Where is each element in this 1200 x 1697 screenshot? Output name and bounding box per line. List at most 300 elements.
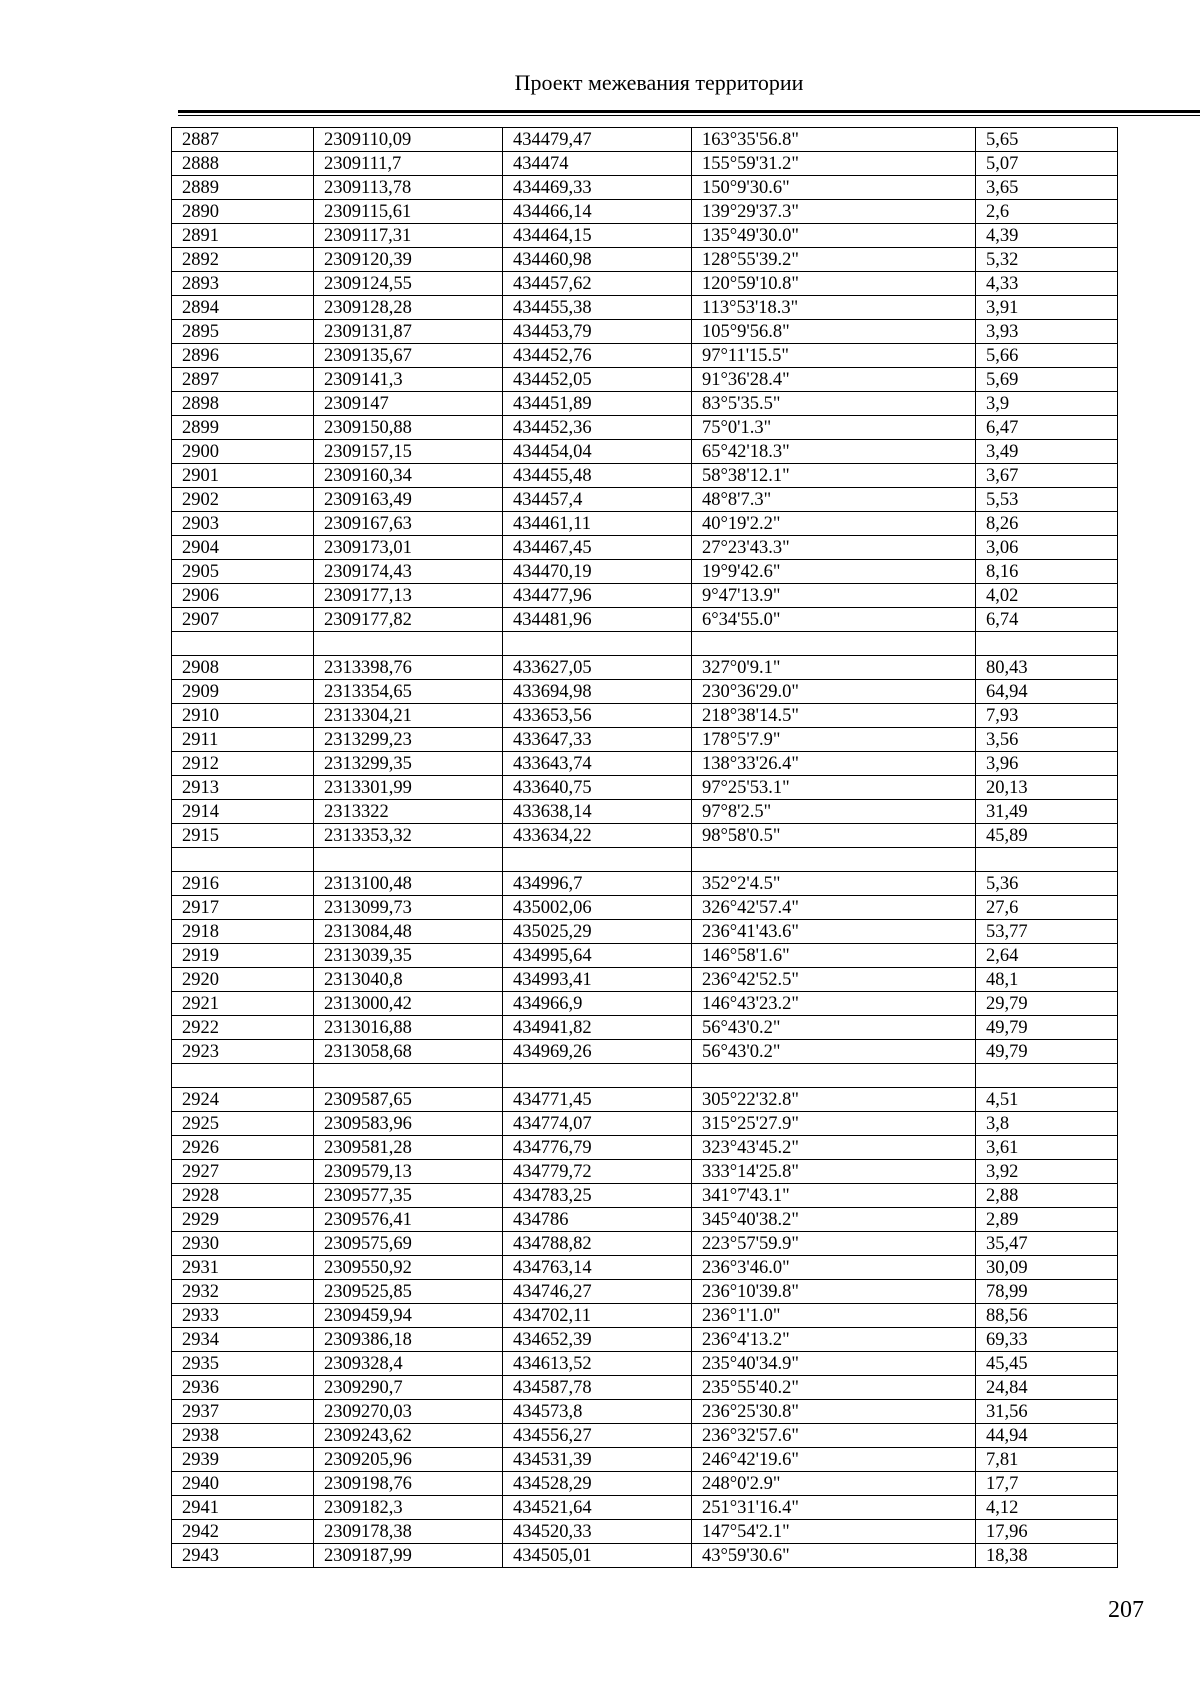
table-row [172, 1040, 1118, 1064]
x-coordinate-cell: 2309187,99 [314, 1544, 503, 1568]
y-coordinate-cell: 434452,05 [503, 368, 692, 392]
distance-cell: 45,45 [976, 1352, 1118, 1376]
table-row [172, 752, 1118, 776]
direction-angle-cell: 113°53'18.3" [692, 296, 976, 320]
y-coordinate-cell: 434774,07 [503, 1112, 692, 1136]
distance-cell: 24,84 [976, 1376, 1118, 1400]
y-coordinate-cell [503, 1064, 692, 1088]
direction-angle-cell: 246°42'19.6" [692, 1448, 976, 1472]
point-number-cell: 2927 [172, 1160, 314, 1184]
point-number-cell [172, 848, 314, 872]
point-number-cell: 2888 [172, 152, 314, 176]
x-coordinate-cell: 2313016,88 [314, 1016, 503, 1040]
y-coordinate-cell: 434573,8 [503, 1400, 692, 1424]
y-coordinate-cell: 434455,38 [503, 296, 692, 320]
distance-cell: 3,96 [976, 752, 1118, 776]
direction-angle-cell [692, 848, 976, 872]
y-coordinate-cell: 434505,01 [503, 1544, 692, 1568]
direction-angle-cell [692, 632, 976, 656]
direction-angle-cell: 305°22'32.8" [692, 1088, 976, 1112]
point-number-cell: 2914 [172, 800, 314, 824]
table-row [172, 536, 1118, 560]
point-number-cell: 2896 [172, 344, 314, 368]
distance-cell: 31,56 [976, 1400, 1118, 1424]
distance-cell: 78,99 [976, 1280, 1118, 1304]
y-coordinate-cell [503, 848, 692, 872]
direction-angle-cell: 65°42'18.3" [692, 440, 976, 464]
distance-cell: 5,69 [976, 368, 1118, 392]
point-number-cell: 2924 [172, 1088, 314, 1112]
distance-cell: 5,07 [976, 152, 1118, 176]
distance-cell: 20,13 [976, 776, 1118, 800]
y-coordinate-cell: 434788,82 [503, 1232, 692, 1256]
distance-cell: 5,53 [976, 488, 1118, 512]
distance-cell: 3,8 [976, 1112, 1118, 1136]
distance-cell: 3,67 [976, 464, 1118, 488]
direction-angle-cell: 97°25'53.1" [692, 776, 976, 800]
direction-angle-cell: 58°38'12.1" [692, 464, 976, 488]
table-row [172, 1016, 1118, 1040]
y-coordinate-cell: 434479,47 [503, 128, 692, 152]
table-row [172, 824, 1118, 848]
x-coordinate-cell: 2309178,38 [314, 1520, 503, 1544]
distance-cell: 3,06 [976, 536, 1118, 560]
y-coordinate-cell: 434993,41 [503, 968, 692, 992]
x-coordinate-cell: 2309173,01 [314, 536, 503, 560]
y-coordinate-cell: 434702,11 [503, 1304, 692, 1328]
point-number-cell: 2901 [172, 464, 314, 488]
table-row [172, 656, 1118, 680]
distance-cell: 2,88 [976, 1184, 1118, 1208]
direction-angle-cell: 236°42'52.5" [692, 968, 976, 992]
distance-cell: 3,65 [976, 176, 1118, 200]
y-coordinate-cell: 434556,27 [503, 1424, 692, 1448]
y-coordinate-cell: 434587,78 [503, 1376, 692, 1400]
table-row [172, 368, 1118, 392]
table-row [172, 1352, 1118, 1376]
y-coordinate-cell: 434520,33 [503, 1520, 692, 1544]
y-coordinate-cell: 434531,39 [503, 1448, 692, 1472]
point-number-cell: 2894 [172, 296, 314, 320]
x-coordinate-cell: 2309124,55 [314, 272, 503, 296]
table-row [172, 992, 1118, 1016]
point-number-cell: 2936 [172, 1376, 314, 1400]
direction-angle-cell: 6°34'55.0" [692, 608, 976, 632]
table-row [172, 800, 1118, 824]
x-coordinate-cell [314, 632, 503, 656]
table-row [172, 176, 1118, 200]
table-row [172, 488, 1118, 512]
point-number-cell: 2933 [172, 1304, 314, 1328]
point-number-cell: 2890 [172, 200, 314, 224]
table-row [172, 848, 1118, 872]
x-coordinate-cell: 2309177,13 [314, 584, 503, 608]
point-number-cell: 2891 [172, 224, 314, 248]
y-coordinate-cell: 433627,05 [503, 656, 692, 680]
distance-cell [976, 1064, 1118, 1088]
table-row [172, 224, 1118, 248]
x-coordinate-cell: 2309167,63 [314, 512, 503, 536]
distance-cell: 44,94 [976, 1424, 1118, 1448]
y-coordinate-cell: 434528,29 [503, 1472, 692, 1496]
point-number-cell: 2909 [172, 680, 314, 704]
point-number-cell: 2893 [172, 272, 314, 296]
distance-cell: 3,91 [976, 296, 1118, 320]
direction-angle-cell: 230°36'29.0" [692, 680, 976, 704]
x-coordinate-cell: 2313058,68 [314, 1040, 503, 1064]
direction-angle-cell: 223°57'59.9" [692, 1232, 976, 1256]
distance-cell: 4,39 [976, 224, 1118, 248]
distance-cell: 3,92 [976, 1160, 1118, 1184]
table-row [172, 896, 1118, 920]
x-coordinate-cell: 2309117,31 [314, 224, 503, 248]
distance-cell: 5,65 [976, 128, 1118, 152]
table-row [172, 320, 1118, 344]
y-coordinate-cell: 434451,89 [503, 392, 692, 416]
distance-cell [976, 848, 1118, 872]
y-coordinate-cell: 434746,27 [503, 1280, 692, 1304]
table-row [172, 392, 1118, 416]
distance-cell: 7,81 [976, 1448, 1118, 1472]
y-coordinate-cell [503, 632, 692, 656]
direction-angle-cell: 19°9'42.6" [692, 560, 976, 584]
table-row [172, 1520, 1118, 1544]
table-row [172, 560, 1118, 584]
y-coordinate-cell: 433640,75 [503, 776, 692, 800]
distance-cell: 4,51 [976, 1088, 1118, 1112]
direction-angle-cell: 97°8'2.5" [692, 800, 976, 824]
page-header-title: Проект межевания территории [514, 70, 804, 95]
table-row [172, 1280, 1118, 1304]
table-row [172, 1448, 1118, 1472]
x-coordinate-cell: 2309198,76 [314, 1472, 503, 1496]
distance-cell: 30,09 [976, 1256, 1118, 1280]
y-coordinate-cell: 433694,98 [503, 680, 692, 704]
point-number-cell: 2921 [172, 992, 314, 1016]
table-row [172, 1304, 1118, 1328]
y-coordinate-cell: 435002,06 [503, 896, 692, 920]
direction-angle-cell: 97°11'15.5" [692, 344, 976, 368]
x-coordinate-cell: 2309177,82 [314, 608, 503, 632]
direction-angle-cell: 341°7'43.1" [692, 1184, 976, 1208]
distance-cell: 2,64 [976, 944, 1118, 968]
point-number-cell: 2931 [172, 1256, 314, 1280]
distance-cell: 4,02 [976, 584, 1118, 608]
table-row [172, 728, 1118, 752]
distance-cell: 6,74 [976, 608, 1118, 632]
x-coordinate-cell: 2309113,78 [314, 176, 503, 200]
x-coordinate-cell: 2313084,48 [314, 920, 503, 944]
x-coordinate-cell: 2313099,73 [314, 896, 503, 920]
y-coordinate-cell: 433634,22 [503, 824, 692, 848]
direction-angle-cell: 27°23'43.3" [692, 536, 976, 560]
direction-angle-cell: 128°55'39.2" [692, 248, 976, 272]
distance-cell: 53,77 [976, 920, 1118, 944]
x-coordinate-cell: 2313304,21 [314, 704, 503, 728]
distance-cell: 5,36 [976, 872, 1118, 896]
x-coordinate-cell: 2309243,62 [314, 1424, 503, 1448]
direction-angle-cell: 236°25'30.8" [692, 1400, 976, 1424]
x-coordinate-cell: 2309579,13 [314, 1160, 503, 1184]
direction-angle-cell: 48°8'7.3" [692, 488, 976, 512]
x-coordinate-cell [314, 848, 503, 872]
x-coordinate-cell: 2309135,67 [314, 344, 503, 368]
x-coordinate-cell: 2309110,09 [314, 128, 503, 152]
distance-cell: 4,33 [976, 272, 1118, 296]
point-number-cell: 2903 [172, 512, 314, 536]
x-coordinate-cell: 2313354,65 [314, 680, 503, 704]
coordinates-table [171, 127, 1118, 1568]
header-rule-thin [178, 115, 1200, 116]
point-number-cell: 2913 [172, 776, 314, 800]
distance-cell: 18,38 [976, 1544, 1118, 1568]
point-number-cell: 2930 [172, 1232, 314, 1256]
point-number-cell: 2932 [172, 1280, 314, 1304]
y-coordinate-cell: 434481,96 [503, 608, 692, 632]
point-number-cell: 2929 [172, 1208, 314, 1232]
x-coordinate-cell: 2309290,7 [314, 1376, 503, 1400]
table-row [172, 272, 1118, 296]
y-coordinate-cell: 434996,7 [503, 872, 692, 896]
direction-angle-cell: 40°19'2.2" [692, 512, 976, 536]
point-number-cell: 2915 [172, 824, 314, 848]
distance-cell: 2,6 [976, 200, 1118, 224]
direction-angle-cell: 56°43'0.2" [692, 1040, 976, 1064]
direction-angle-cell: 163°35'56.8" [692, 128, 976, 152]
distance-cell: 7,93 [976, 704, 1118, 728]
y-coordinate-cell: 434941,82 [503, 1016, 692, 1040]
y-coordinate-cell: 434652,39 [503, 1328, 692, 1352]
table-row [172, 632, 1118, 656]
point-number-cell: 2902 [172, 488, 314, 512]
table-row [172, 416, 1118, 440]
table-row [172, 512, 1118, 536]
direction-angle-cell: 120°59'10.8" [692, 272, 976, 296]
x-coordinate-cell: 2309386,18 [314, 1328, 503, 1352]
y-coordinate-cell: 434779,72 [503, 1160, 692, 1184]
distance-cell [976, 632, 1118, 656]
header-rule-thick [178, 110, 1200, 113]
point-number-cell: 2899 [172, 416, 314, 440]
y-coordinate-cell: 434460,98 [503, 248, 692, 272]
direction-angle-cell: 43°59'30.6" [692, 1544, 976, 1568]
table-row [172, 776, 1118, 800]
x-coordinate-cell: 2309131,87 [314, 320, 503, 344]
y-coordinate-cell: 433653,56 [503, 704, 692, 728]
x-coordinate-cell: 2313322 [314, 800, 503, 824]
distance-cell: 2,89 [976, 1208, 1118, 1232]
x-coordinate-cell: 2309577,35 [314, 1184, 503, 1208]
point-number-cell: 2938 [172, 1424, 314, 1448]
direction-angle-cell: 147°54'2.1" [692, 1520, 976, 1544]
direction-angle-cell: 139°29'37.3" [692, 200, 976, 224]
point-number-cell: 2904 [172, 536, 314, 560]
x-coordinate-cell: 2313040,8 [314, 968, 503, 992]
y-coordinate-cell: 434763,14 [503, 1256, 692, 1280]
point-number-cell: 2900 [172, 440, 314, 464]
y-coordinate-cell: 434613,52 [503, 1352, 692, 1376]
direction-angle-cell: 56°43'0.2" [692, 1016, 976, 1040]
table-row [172, 1376, 1118, 1400]
direction-angle-cell: 138°33'26.4" [692, 752, 976, 776]
direction-angle-cell: 236°1'1.0" [692, 1304, 976, 1328]
point-number-cell: 2906 [172, 584, 314, 608]
table-row [172, 1544, 1118, 1568]
y-coordinate-cell: 434466,14 [503, 200, 692, 224]
x-coordinate-cell: 2309115,61 [314, 200, 503, 224]
table-row [172, 464, 1118, 488]
distance-cell: 5,66 [976, 344, 1118, 368]
direction-angle-cell: 105°9'56.8" [692, 320, 976, 344]
distance-cell: 4,12 [976, 1496, 1118, 1520]
table-row [172, 1088, 1118, 1112]
table-row [172, 1184, 1118, 1208]
x-coordinate-cell: 2309583,96 [314, 1112, 503, 1136]
x-coordinate-cell: 2309576,41 [314, 1208, 503, 1232]
x-coordinate-cell: 2309270,03 [314, 1400, 503, 1424]
table-row [172, 1472, 1118, 1496]
distance-cell: 3,56 [976, 728, 1118, 752]
point-number-cell: 2941 [172, 1496, 314, 1520]
direction-angle-cell: 146°58'1.6" [692, 944, 976, 968]
direction-angle-cell: 150°9'30.6" [692, 176, 976, 200]
point-number-cell: 2916 [172, 872, 314, 896]
direction-angle-cell: 178°5'7.9" [692, 728, 976, 752]
table-row [172, 344, 1118, 368]
x-coordinate-cell: 2313299,23 [314, 728, 503, 752]
point-number-cell: 2907 [172, 608, 314, 632]
point-number-cell: 2937 [172, 1400, 314, 1424]
x-coordinate-cell: 2309147 [314, 392, 503, 416]
y-coordinate-cell: 434461,11 [503, 512, 692, 536]
direction-angle-cell: 155°59'31.2" [692, 152, 976, 176]
x-coordinate-cell: 2309150,88 [314, 416, 503, 440]
table-row [172, 296, 1118, 320]
distance-cell: 31,49 [976, 800, 1118, 824]
distance-cell: 17,7 [976, 1472, 1118, 1496]
point-number-cell: 2889 [172, 176, 314, 200]
table-row [172, 1232, 1118, 1256]
distance-cell: 49,79 [976, 1040, 1118, 1064]
table-row [172, 1160, 1118, 1184]
y-coordinate-cell: 434966,9 [503, 992, 692, 1016]
x-coordinate-cell: 2309163,49 [314, 488, 503, 512]
y-coordinate-cell: 434457,4 [503, 488, 692, 512]
x-coordinate-cell: 2309141,3 [314, 368, 503, 392]
table-row [172, 680, 1118, 704]
y-coordinate-cell: 434786 [503, 1208, 692, 1232]
direction-angle-cell: 236°32'57.6" [692, 1424, 976, 1448]
direction-angle-cell: 333°14'25.8" [692, 1160, 976, 1184]
page-number: 207 [1108, 1597, 1144, 1623]
table-row [172, 1424, 1118, 1448]
y-coordinate-cell: 434470,19 [503, 560, 692, 584]
y-coordinate-cell: 434776,79 [503, 1136, 692, 1160]
point-number-cell: 2892 [172, 248, 314, 272]
point-number-cell: 2910 [172, 704, 314, 728]
x-coordinate-cell: 2313039,35 [314, 944, 503, 968]
x-coordinate-cell: 2313398,76 [314, 656, 503, 680]
direction-angle-cell: 218°38'14.5" [692, 704, 976, 728]
distance-cell: 45,89 [976, 824, 1118, 848]
point-number-cell: 2897 [172, 368, 314, 392]
y-coordinate-cell: 434771,45 [503, 1088, 692, 1112]
y-coordinate-cell: 434474 [503, 152, 692, 176]
table-row [172, 1136, 1118, 1160]
direction-angle-cell: 327°0'9.1" [692, 656, 976, 680]
point-number-cell: 2919 [172, 944, 314, 968]
table-row [172, 1064, 1118, 1088]
point-number-cell: 2939 [172, 1448, 314, 1472]
y-coordinate-cell: 433647,33 [503, 728, 692, 752]
x-coordinate-cell: 2309205,96 [314, 1448, 503, 1472]
point-number-cell [172, 632, 314, 656]
distance-cell: 8,26 [976, 512, 1118, 536]
table-row [172, 1400, 1118, 1424]
y-coordinate-cell: 434452,36 [503, 416, 692, 440]
direction-angle-cell: 236°3'46.0" [692, 1256, 976, 1280]
coordinates-table-body [172, 128, 1118, 1568]
x-coordinate-cell: 2309157,15 [314, 440, 503, 464]
table-row [172, 704, 1118, 728]
direction-angle-cell: 9°47'13.9" [692, 584, 976, 608]
point-number-cell: 2925 [172, 1112, 314, 1136]
x-coordinate-cell: 2309120,39 [314, 248, 503, 272]
direction-angle-cell: 91°36'28.4" [692, 368, 976, 392]
y-coordinate-cell: 433643,74 [503, 752, 692, 776]
distance-cell: 29,79 [976, 992, 1118, 1016]
direction-angle-cell [692, 1064, 976, 1088]
direction-angle-cell: 75°0'1.3" [692, 416, 976, 440]
x-coordinate-cell: 2309581,28 [314, 1136, 503, 1160]
table-row [172, 920, 1118, 944]
direction-angle-cell: 235°40'34.9" [692, 1352, 976, 1376]
direction-angle-cell: 248°0'2.9" [692, 1472, 976, 1496]
direction-angle-cell: 315°25'27.9" [692, 1112, 976, 1136]
point-number-cell: 2928 [172, 1184, 314, 1208]
x-coordinate-cell: 2309575,69 [314, 1232, 503, 1256]
direction-angle-cell: 352°2'4.5" [692, 872, 976, 896]
point-number-cell: 2940 [172, 1472, 314, 1496]
x-coordinate-cell: 2309174,43 [314, 560, 503, 584]
table-row [172, 1112, 1118, 1136]
direction-angle-cell: 83°5'35.5" [692, 392, 976, 416]
point-number-cell: 2887 [172, 128, 314, 152]
direction-angle-cell: 236°4'13.2" [692, 1328, 976, 1352]
distance-cell: 8,16 [976, 560, 1118, 584]
y-coordinate-cell: 434521,64 [503, 1496, 692, 1520]
direction-angle-cell: 323°43'45.2" [692, 1136, 976, 1160]
direction-angle-cell: 345°40'38.2" [692, 1208, 976, 1232]
table-row [172, 128, 1118, 152]
distance-cell: 27,6 [976, 896, 1118, 920]
distance-cell: 69,33 [976, 1328, 1118, 1352]
point-number-cell: 2922 [172, 1016, 314, 1040]
x-coordinate-cell: 2313000,42 [314, 992, 503, 1016]
table-row [172, 248, 1118, 272]
table-row [172, 200, 1118, 224]
x-coordinate-cell: 2309328,4 [314, 1352, 503, 1376]
y-coordinate-cell: 434467,45 [503, 536, 692, 560]
point-number-cell: 2911 [172, 728, 314, 752]
distance-cell: 6,47 [976, 416, 1118, 440]
table-row [172, 152, 1118, 176]
point-number-cell: 2895 [172, 320, 314, 344]
point-number-cell: 2898 [172, 392, 314, 416]
distance-cell: 3,61 [976, 1136, 1118, 1160]
point-number-cell: 2926 [172, 1136, 314, 1160]
direction-angle-cell: 146°43'23.2" [692, 992, 976, 1016]
